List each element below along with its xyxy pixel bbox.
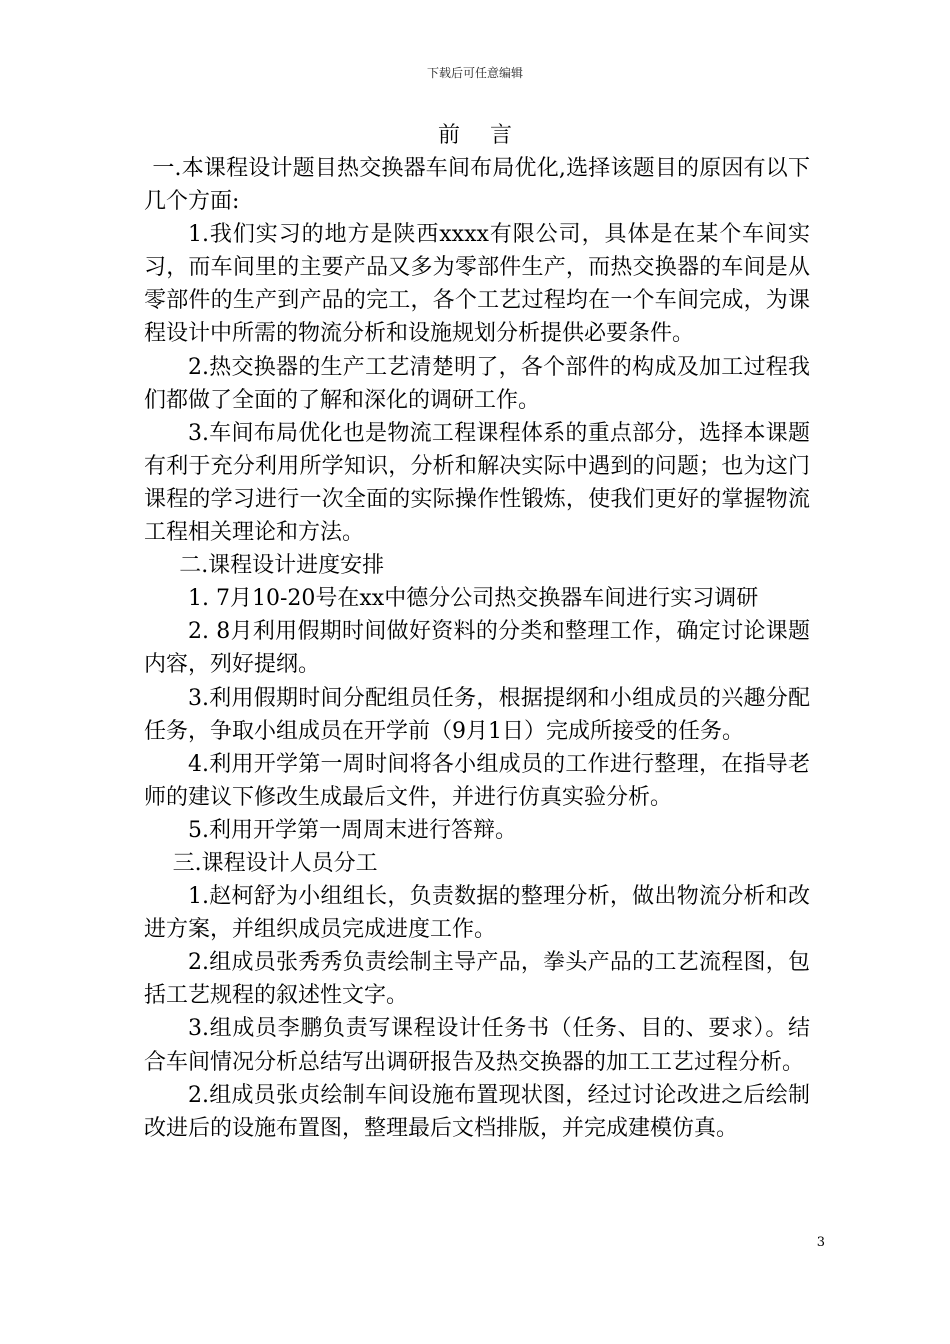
- paragraph: 5.利用开学第一周周末进行答辩。: [188, 817, 517, 843]
- document-body: [144, 152, 810, 1145]
- paragraph: 1.我们实习的地方是陕西xxxx有限公司，具体是在某个车间实习，而车间里的主要产品又多为零部件生产，而热交换器的车间是从零部件的生产到产品的完工，各个工艺过程均在一个车间完成，为课程设计中所需的物流分析和设施规划分析提供必要条件。: [144, 222, 810, 347]
- page-header: 下载后可任意编辑: [426, 66, 523, 80]
- paragraph: 4.利用开学第一周时间将各小组成员的工作进行整理，在指导老师的建议下修改生成最后文件，并进行仿真实验分析。: [144, 751, 810, 810]
- paragraph: 1. 7月10-20号在xx中德分公司热交换器车间进行实习调研: [188, 586, 759, 612]
- paragraph: 3.利用假期时间分配组员任务，根据提纲和小组成员的兴趣分配任务，争取小组成员在开学前（9月1日）完成所接受的任务。: [144, 685, 810, 744]
- paragraph: 2.组成员张贞绘制车间设施布置现状图，经过讨论改进之后绘制改进后的设施布置图，整理最后文档排版，并完成建模仿真。: [144, 1082, 810, 1141]
- page-number: 3: [816, 1235, 825, 1250]
- section-1-heading: 一.本课程设计题目热交换器车间布局优化,选择该题目的原因有以下几个方面:: [144, 156, 810, 215]
- paragraph: 2.组成员张秀秀负责绘制主导产品，拳头产品的工艺流程图，包括工艺规程的叙述性文字。: [144, 950, 810, 1009]
- paragraph: 1.赵柯舒为小组组长，负责数据的整理分析，做出物流分析和改进方案，并组织成员完成进度工作。: [144, 884, 810, 943]
- section-2-heading: 二.课程设计进度安排: [179, 553, 385, 579]
- paragraph: 3.组成员李鹏负责写课程设计任务书（任务、目的、要求）。结合车间情况分析总结写出调研报告及热交换器的加工工艺过程分析。: [144, 1016, 810, 1075]
- paragraph: 3.车间布局优化也是物流工程课程体系的重点部分，选择本课题有利于充分利用所学知识，分析和解决实际中遇到的问题；也为这门课程的学习进行一次全面的实际操作性锻炼，使我们更好的掌握物流工程相关理论和方法。: [144, 420, 810, 546]
- paragraph: 2. 8月利用假期时间做好资料的分类和整理工作，确定讨论课题内容，列好提纲。: [144, 619, 810, 678]
- paragraph: 2.热交换器的生产工艺清楚明了，各个部件的构成及加工过程我们都做了全面的了解和深化的调研工作。: [144, 354, 810, 413]
- page-title: 前言: [437, 123, 542, 148]
- section-3-heading: 三.课程设计人员分工: [172, 850, 378, 876]
